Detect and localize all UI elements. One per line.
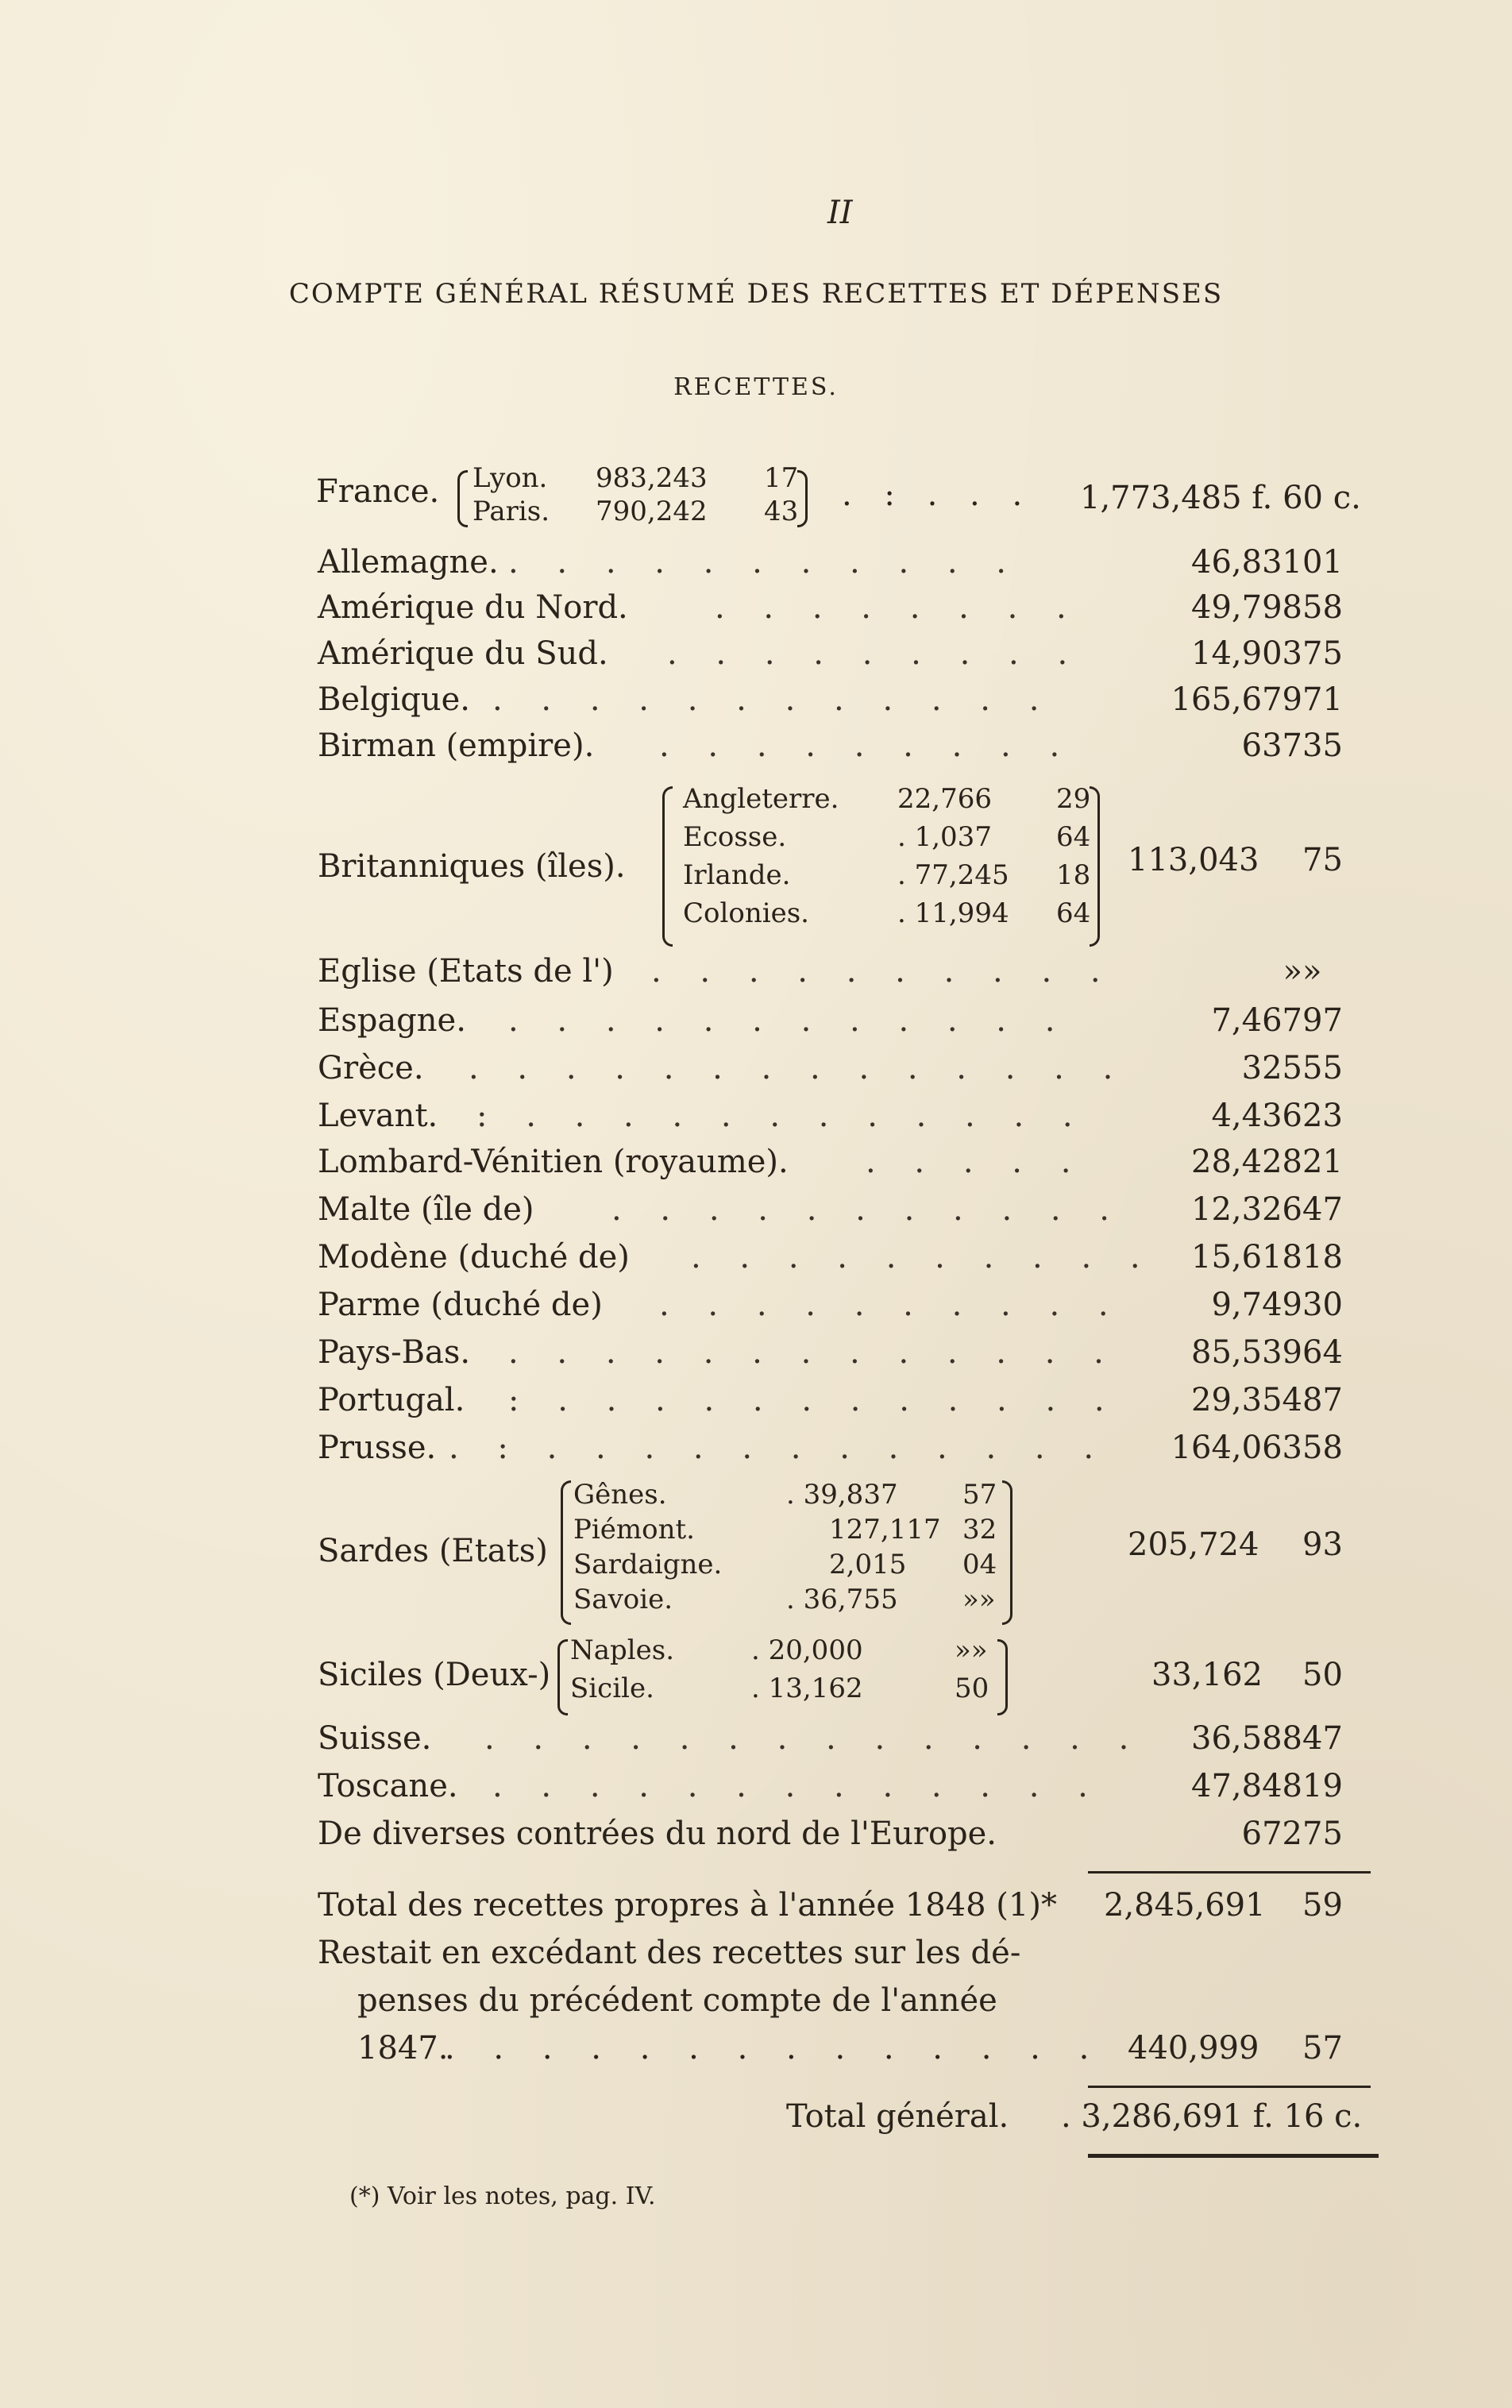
france-dots: . : . . . bbox=[842, 477, 1034, 513]
france-total: 1,773,485 f. 60 c. bbox=[1080, 480, 1361, 516]
cents-value: » bbox=[1302, 953, 1322, 990]
sub-item-name: Irlande. bbox=[683, 859, 791, 891]
cents-value: 18 bbox=[1302, 1239, 1343, 1275]
sub-item-francs: 2,015 bbox=[829, 1549, 907, 1580]
group-total-francs: 33,162 bbox=[1151, 1657, 1263, 1693]
country-name: Suisse. bbox=[318, 1720, 432, 1757]
francs-value: 165,679 bbox=[1171, 681, 1302, 718]
leader-dots: : . . . . . . . . . . . . bbox=[476, 1098, 1087, 1134]
group-total-cents: 75 bbox=[1302, 842, 1343, 878]
francs-value: 7,467 bbox=[1211, 1002, 1302, 1039]
france-city: Lyon. bbox=[472, 462, 548, 494]
recettes-total-francs: 2,845,691 bbox=[1104, 1887, 1266, 1924]
sub-item-cents: 64 bbox=[1056, 897, 1091, 929]
francs-value: 14,903 bbox=[1191, 635, 1302, 672]
country-name: Modène (duché de) bbox=[318, 1239, 630, 1275]
restait-line: Restait en excédant des recettes sur les dé- bbox=[318, 1935, 1021, 1971]
sub-item-cents: 57 bbox=[962, 1479, 997, 1511]
cents-value: 87 bbox=[1302, 1382, 1343, 1418]
sub-item-name: Ecosse. bbox=[683, 821, 787, 853]
cents-value: 35 bbox=[1302, 727, 1343, 764]
france-brace-right bbox=[797, 470, 808, 527]
country-name: Lombard-Vénitien (royaume). bbox=[318, 1144, 789, 1180]
cents-value: 75 bbox=[1302, 1816, 1343, 1852]
cents-value: 71 bbox=[1302, 681, 1343, 718]
sub-item-francs: . 11,994 bbox=[897, 897, 1009, 929]
leader-dots: . . . . . . . . . . bbox=[659, 1287, 1123, 1323]
francs-value: 4,436 bbox=[1211, 1098, 1302, 1134]
restait-line: penses du précédent compte de l'année bbox=[357, 1982, 997, 2019]
cents-value: 97 bbox=[1302, 1002, 1343, 1039]
recettes-total-cents: 59 bbox=[1302, 1887, 1343, 1924]
group-brace-right bbox=[997, 1639, 1008, 1715]
cents-value: 21 bbox=[1302, 1144, 1343, 1180]
sub-item-francs: . 36,755 bbox=[786, 1584, 898, 1615]
sub-item-cents: 32 bbox=[962, 1514, 997, 1546]
country-name: Espagne. bbox=[318, 1002, 466, 1039]
france-francs: 983,243 bbox=[596, 462, 708, 494]
sub-item-cents: 04 bbox=[962, 1549, 997, 1580]
cents-value: 58 bbox=[1302, 589, 1343, 626]
france-francs: 790,242 bbox=[596, 496, 708, 527]
leader-dots: . . . . . . . . . . . . . . bbox=[484, 1720, 1144, 1757]
sub-item-francs: . 77,245 bbox=[897, 859, 1009, 891]
francs-value: 47,848 bbox=[1191, 1768, 1302, 1804]
leader-dots: . . . . . . . . . . bbox=[691, 1239, 1155, 1275]
leader-dots: . . . . . . . . . bbox=[659, 727, 1074, 764]
country-name: Amérique du Sud. bbox=[318, 635, 608, 672]
francs-value: » bbox=[1282, 953, 1302, 990]
country-name: Allemagne. bbox=[318, 544, 499, 581]
sub-item-francs: 127,117 bbox=[829, 1514, 941, 1546]
sub-item-francs: . 1,037 bbox=[897, 821, 992, 853]
sub-item-francs: . 20,000 bbox=[751, 1634, 863, 1666]
sub-item-cents: 18 bbox=[1056, 859, 1091, 891]
sub-item-cents: 64 bbox=[1056, 821, 1091, 853]
country-name: Birman (empire). bbox=[318, 727, 595, 764]
group-brace bbox=[662, 786, 673, 947]
sub-item-francs: . 39,837 bbox=[786, 1479, 898, 1511]
general-total-label: Total général. bbox=[786, 2098, 1009, 2135]
recettes-total-label: Total des recettes propres à l'année 1848 (1)* bbox=[318, 1887, 1057, 1924]
group-brace bbox=[557, 1639, 568, 1715]
leader-dots: . . . . . bbox=[866, 1144, 1086, 1180]
restait-francs: 440,999 bbox=[1128, 2030, 1259, 2066]
restait-dots: . . . . . . . . . . . . . . bbox=[445, 2030, 1104, 2066]
cents-value: 30 bbox=[1302, 1287, 1343, 1323]
francs-value: 325 bbox=[1241, 1050, 1302, 1086]
footnote: (*) Voir les notes, pag. IV. bbox=[349, 2182, 656, 2210]
sub-item-cents: »» bbox=[955, 1634, 988, 1666]
sub-item-name: Sardaigne. bbox=[573, 1549, 723, 1580]
france-city: Paris. bbox=[472, 496, 550, 527]
country-name: De diverses contrées du nord de l'Europe. bbox=[318, 1816, 997, 1852]
francs-value: 12,326 bbox=[1191, 1191, 1302, 1228]
group-label: Sardes (Etats) bbox=[318, 1533, 548, 1569]
sub-item-name: Angleterre. bbox=[683, 783, 839, 815]
francs-value: 672 bbox=[1241, 1816, 1302, 1852]
group-total-cents: 93 bbox=[1302, 1526, 1343, 1563]
cents-value: 01 bbox=[1302, 544, 1343, 581]
cents-value: 47 bbox=[1302, 1720, 1343, 1757]
restait-line: 1847. bbox=[357, 2030, 449, 2066]
leader-dots: . . . . . . . . . . . . bbox=[492, 681, 1054, 718]
cents-value: 55 bbox=[1302, 1050, 1343, 1086]
group-total-francs: 113,043 bbox=[1128, 842, 1259, 878]
group-total-francs: 205,724 bbox=[1128, 1526, 1259, 1563]
francs-value: 36,588 bbox=[1191, 1720, 1302, 1757]
leader-dots: . . . . . . . . . . bbox=[651, 953, 1115, 990]
leader-dots: . . . . . . . . . . . . . bbox=[508, 1334, 1118, 1371]
country-name: Parme (duché de) bbox=[318, 1287, 603, 1323]
cents-value: 58 bbox=[1302, 1430, 1343, 1466]
restait-cents: 57 bbox=[1302, 2030, 1343, 2066]
francs-value: 637 bbox=[1241, 727, 1302, 764]
subtotal-rule bbox=[1088, 1871, 1371, 1874]
page-folio: II bbox=[827, 195, 853, 231]
france-label: France. bbox=[316, 473, 440, 510]
francs-value: 28,428 bbox=[1191, 1144, 1302, 1180]
page-title: COMPTE GÉNÉRAL RÉSUMÉ DES RECETTES ET DÉPENSES bbox=[288, 278, 1224, 310]
france-cents: 43 bbox=[764, 496, 799, 527]
leader-dots: . . . . . . . . . . . . bbox=[508, 1002, 1070, 1039]
section-subtitle: RECETTES. bbox=[673, 373, 839, 401]
leader-dots: . . . . . . . . . bbox=[667, 635, 1082, 672]
country-name: Toscane. bbox=[318, 1768, 458, 1804]
sub-item-francs: . 13,162 bbox=[751, 1673, 863, 1704]
francs-value: 9,749 bbox=[1211, 1287, 1302, 1323]
group-brace-right bbox=[1002, 1480, 1012, 1625]
francs-value: 46,831 bbox=[1191, 544, 1302, 581]
sub-item-name: Savoie. bbox=[573, 1584, 673, 1615]
sub-item-name: Naples. bbox=[570, 1634, 675, 1666]
francs-value: 49,798 bbox=[1191, 589, 1302, 626]
sub-item-name: Sicile. bbox=[570, 1673, 654, 1704]
country-name: Pays-Bas. bbox=[318, 1334, 471, 1371]
group-brace-right bbox=[1090, 786, 1100, 947]
country-name: Portugal. bbox=[318, 1382, 465, 1418]
country-name: Malte (île de) bbox=[318, 1191, 534, 1228]
france-brace bbox=[457, 470, 468, 527]
leader-dots: . : . . . . . . . . . . . . bbox=[449, 1430, 1109, 1466]
group-label: Siciles (Deux-) bbox=[318, 1657, 551, 1693]
cents-value: 64 bbox=[1302, 1334, 1343, 1371]
francs-value: 29,354 bbox=[1191, 1382, 1302, 1418]
country-name: Eglise (Etats de l') bbox=[318, 953, 614, 990]
leader-dots: : . . . . . . . . . . . . bbox=[508, 1382, 1119, 1418]
cents-value: 23 bbox=[1302, 1098, 1343, 1134]
francs-value: 85,539 bbox=[1191, 1334, 1302, 1371]
country-name: Amérique du Nord. bbox=[318, 589, 628, 626]
country-name: Levant. bbox=[318, 1098, 438, 1134]
sub-item-cents: 29 bbox=[1056, 783, 1091, 815]
group-label: Britanniques (îles). bbox=[318, 848, 626, 885]
leader-dots: . . . . . . . . . . . bbox=[508, 544, 1021, 581]
sub-item-name: Colonies. bbox=[683, 897, 809, 929]
francs-value: 164,063 bbox=[1171, 1430, 1302, 1466]
leader-dots: . . . . . . . . . . . . . bbox=[492, 1768, 1102, 1804]
sub-item-name: Piémont. bbox=[573, 1514, 695, 1546]
country-name: Belgique. bbox=[318, 681, 471, 718]
general-rule bbox=[1088, 2086, 1371, 2088]
leader-dots: . . . . . . . . . . . . . . bbox=[469, 1050, 1128, 1086]
cents-value: 19 bbox=[1302, 1768, 1343, 1804]
sub-item-cents: 50 bbox=[955, 1673, 989, 1704]
general-total-value: . 3,286,691 f. 16 c. bbox=[1061, 2098, 1363, 2135]
sub-item-francs: 22,766 bbox=[897, 783, 992, 815]
country-name: Prusse. bbox=[318, 1430, 437, 1466]
country-name: Grèce. bbox=[318, 1050, 424, 1086]
cents-value: 75 bbox=[1302, 635, 1343, 672]
leader-dots: . . . . . . . . . . . bbox=[611, 1191, 1124, 1228]
double-rule bbox=[1088, 2154, 1379, 2158]
sub-item-name: Gênes. bbox=[573, 1479, 667, 1511]
francs-value: 15,618 bbox=[1191, 1239, 1302, 1275]
sub-item-cents: »» bbox=[962, 1584, 996, 1615]
group-total-cents: 50 bbox=[1302, 1657, 1343, 1693]
group-brace bbox=[561, 1480, 571, 1625]
france-cents: 17 bbox=[764, 462, 799, 494]
leader-dots: . . . . . . . . bbox=[715, 589, 1081, 626]
cents-value: 47 bbox=[1302, 1191, 1343, 1228]
